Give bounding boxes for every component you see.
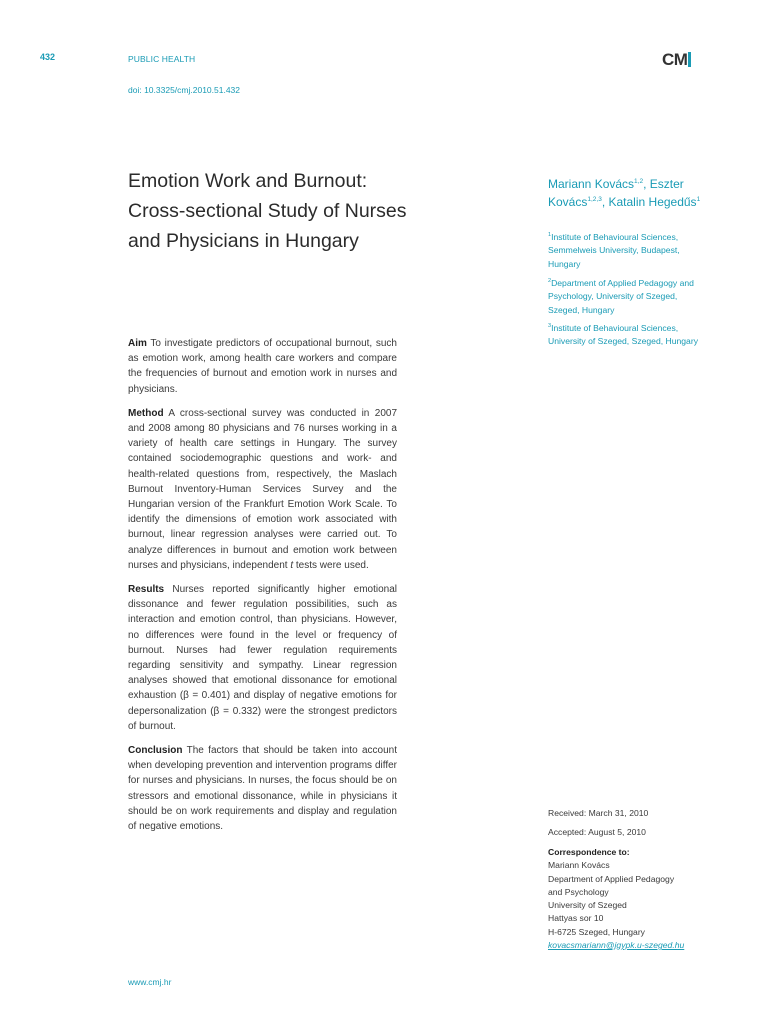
section-label: PUBLIC HEALTH (128, 54, 196, 64)
abstract (128, 336, 397, 843)
page-number: 432 (40, 52, 56, 62)
correspondence-line: and Psychology (548, 886, 609, 897)
correspondence-email[interactable]: kovacsmariann@jgypk.u-szeged.hu (548, 940, 685, 951)
affiliation-text: Institute of Behavioural Sciences, Semmelweis University, Budapest, Hungary (548, 231, 680, 269)
doi-link[interactable]: doi: 10.3325/cmj.2010.51.432 (128, 85, 241, 95)
method-text: A cross-sectional survey was conducted in 2007 and 2008 among 80 physicians and 76 nurses working in a variety of health care settings in Hungary. The survey contained sociodemographic questions and work- and health-related questions from, respectively, the Maslach Burnout Inventory-Human Services Survey and the Hungarian version of the Frankfurt Emotion Work Scale. To identify the dimensions of emotion work associated with burnout, linear regression analyses were carried out. To analyze differences in burnout and emotion work between nurses and physicians, independent (128, 407, 398, 571)
abstract-conclusion (128, 743, 397, 834)
affiliation-text: Department of Applied Pedagogy and Psychology, University of Szeged, Szeged, Hungary (548, 277, 694, 315)
correspondence-line: Department of Applied Pedagogy (548, 873, 675, 884)
received-date: Received: March 31, 2010 (548, 808, 649, 818)
conclusion-text: The factors that should be taken into account when developing prevention and intervention programs differ for nurses and physicians. In nurses, the focus should be on stressors and emotional dissonance, while in physicians it should be on work requirements and display and regulation of negative emotions. (128, 745, 397, 833)
author-name[interactable]: Eszter Kovács (548, 177, 684, 209)
correspondence-line: Hattyas sor 10 (548, 913, 604, 924)
correspondence-line: University of Szeged (548, 900, 627, 911)
conclusion-label: Conclusion (128, 745, 183, 757)
results-text: Nurses reported significantly higher emotional dissonance and fewer regulation possibilities, such as interaction and emotion control, than physicians. However, no differences were found in the level or frequency of burnout. Nurses had fewer regulation requirements regarding sensitivity and sympathy. Linear regression analyses showed that emotional dissonance for emotional exhaustion (β = 0.401) and display of negative emotions for depersonalization (β = 0.332) were the strongest predictors of burnout. (128, 584, 398, 732)
method-end: tests were used. (295, 559, 369, 571)
correspondence-line: Mariann Kovács (548, 860, 610, 871)
correspondence-block (548, 846, 718, 952)
aim-label: Aim (128, 338, 147, 349)
accepted-date: Accepted: August 5, 2010 (548, 827, 646, 837)
affiliation (548, 229, 708, 271)
method-label: Method (128, 407, 164, 419)
correspondence-line: H-6725 Szeged, Hungary (548, 926, 645, 937)
logo-bar (688, 52, 691, 67)
correspondence-label: Correspondence to: (548, 847, 630, 857)
author-sup: 1,2 (634, 178, 644, 185)
affiliation-num: 3 (548, 323, 552, 329)
results-label: Results (128, 584, 165, 596)
author-sup: 1 (696, 196, 701, 203)
author-sup: 1,2,3 (587, 196, 602, 203)
author-name[interactable]: Mariann Kovács (548, 177, 635, 191)
abstract-results (128, 582, 397, 734)
affiliation-num: 2 (548, 278, 552, 284)
journal-logo (662, 50, 691, 70)
abstract-method (128, 406, 397, 573)
logo-text: CM (662, 50, 688, 69)
author-list: Mariann Kovács$^{1,2}$, Eszter Kovács$^{1,2,3}$, Katalin Hegedűs$^1$ (548, 177, 701, 209)
journal-website-link[interactable]: www.cmj.hr (128, 977, 172, 987)
aim-text: To investigate predictors of occupational burnout, such as emotion work, among health care workers and compare the frequencies of burnout and emotion work in nurses and physicians. (128, 338, 397, 395)
affiliation-num: 1 (548, 232, 552, 238)
affiliation (548, 275, 708, 317)
affiliation (548, 320, 708, 349)
affiliation-text: Institute of Behavioural Sciences, University of Szeged, Szeged, Hungary (548, 322, 698, 347)
abstract-aim (128, 336, 397, 397)
article-title: Emotion Work and Burnout: Cross-sectional Study of Nurses and Physicians in Hungary (128, 170, 407, 252)
author-name[interactable]: Katalin Hegedűs (608, 195, 697, 209)
method-t: t (290, 559, 294, 571)
